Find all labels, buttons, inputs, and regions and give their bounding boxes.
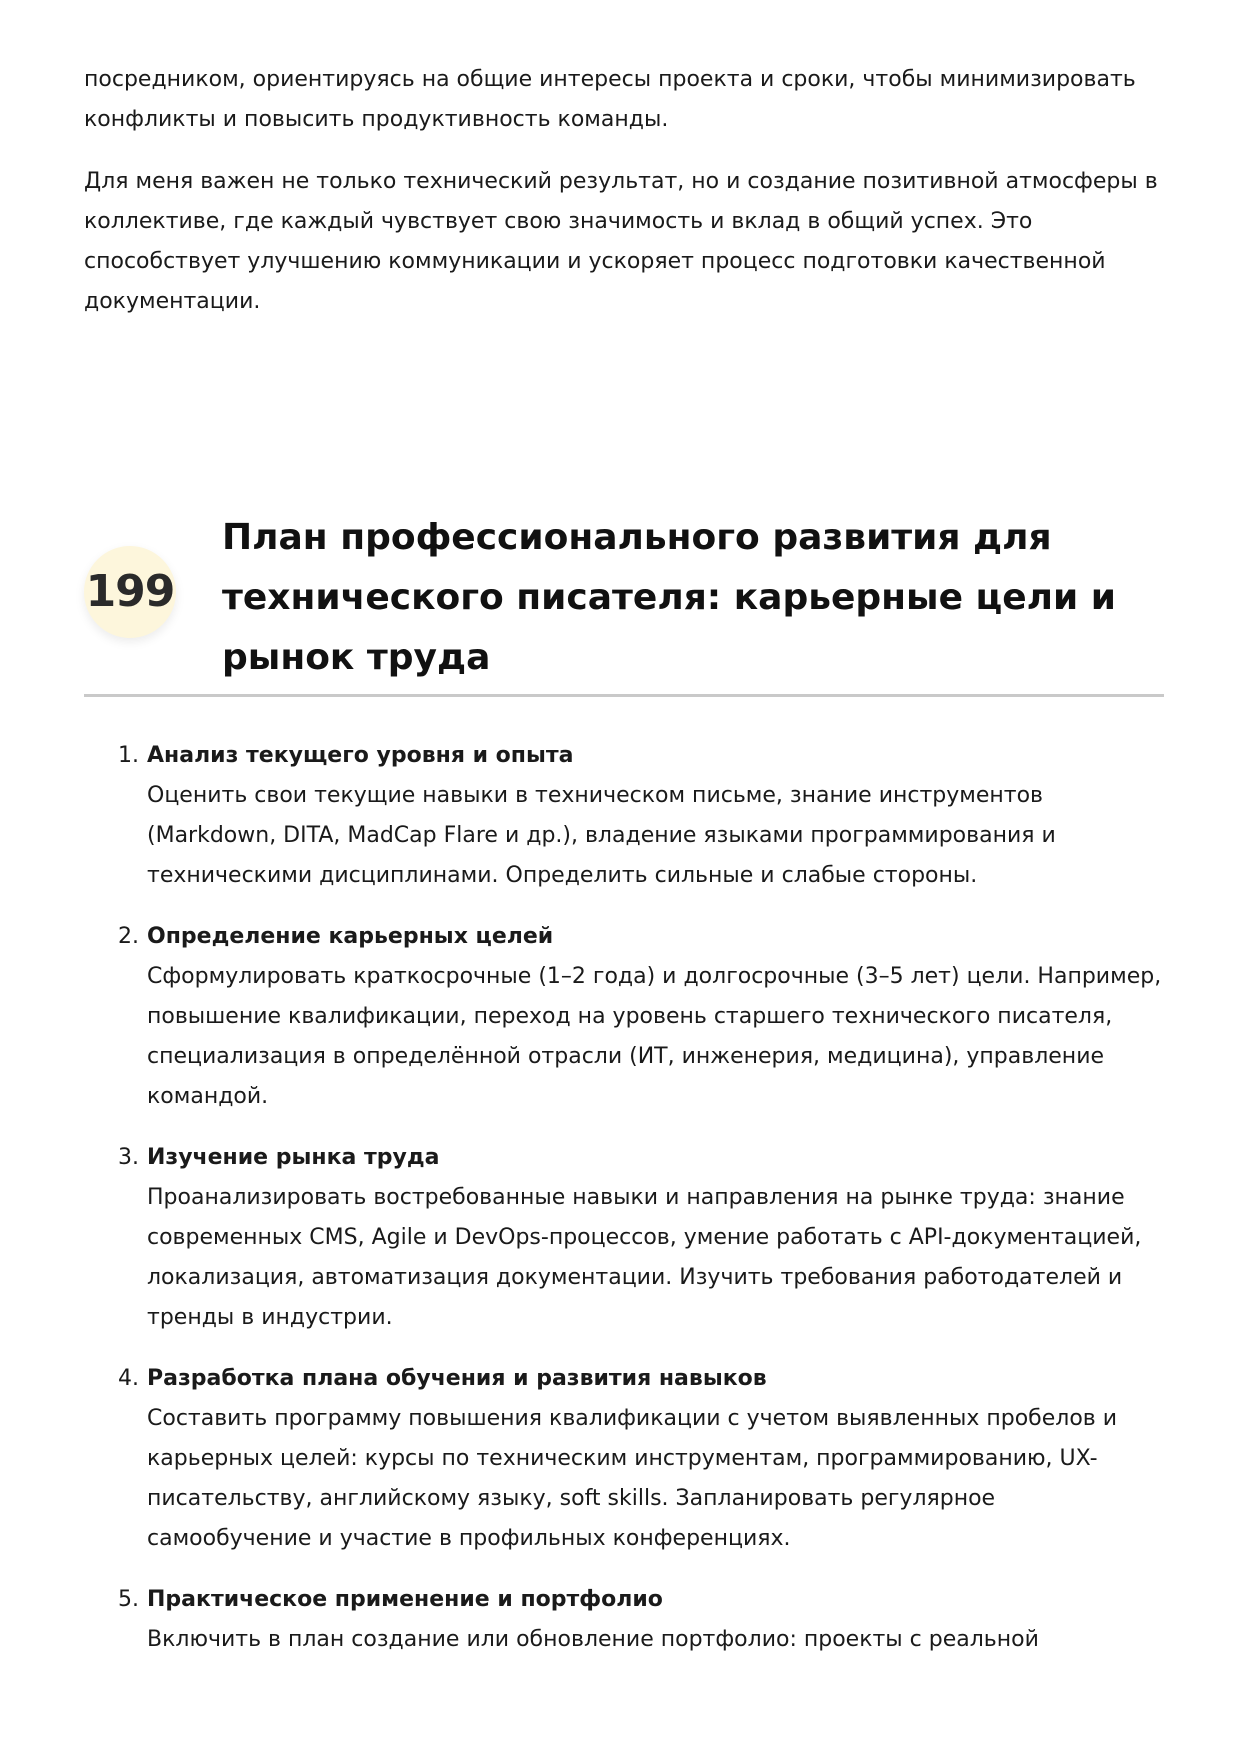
section-header bbox=[84, 502, 1164, 697]
section-number: 199 bbox=[85, 566, 175, 617]
list-item-text: Включить в план создание или обновление портфолио: проекты с реальной bbox=[147, 1627, 1039, 1652]
list-item-text: Проанализировать востребованные навыки и направления на рынке труда: знание современных CMS, Agile и DevOps-процессов, умение работать с API-документацией, локализация, автоматизация документации. Изучить требования работодателей и тренды в индустрии. bbox=[147, 1185, 1142, 1330]
section-title: План профессионального развития для технического писателя: карьерные цели и рынок труда bbox=[222, 517, 1117, 678]
list-item-title: Анализ текущего уровня и опыта bbox=[147, 743, 574, 768]
list-item-text: Оценить свои текущие навыки в техническом письме, знание инструментов (Markdown, DITA, MadCap Flare и др.), владение языками программирования и техническими дисциплинами. Определить сильные и слабые стороны. bbox=[147, 783, 1056, 888]
list-item bbox=[84, 917, 1164, 1117]
intro-paragraph: Для меня важен не только технический результат, но и создание позитивной атмосферы в коллективе, где каждый чувствует свою значимость и вклад в общий успех. Это способствует улучшению коммуникации и ускоряет процесс подготовки качественной документации. bbox=[84, 169, 1158, 314]
list-item bbox=[84, 1359, 1164, 1559]
list-item bbox=[84, 1138, 1164, 1338]
list-item-number: 5. bbox=[118, 1587, 139, 1612]
intro-text bbox=[84, 60, 1164, 344]
list-item-title: Определение карьерных целей bbox=[147, 924, 554, 949]
list-item bbox=[84, 736, 1164, 896]
list-item-title: Разработка плана обучения и развития навыков bbox=[147, 1366, 767, 1391]
list-item-title: Изучение рынка труда bbox=[147, 1145, 440, 1170]
list-item-number: 2. bbox=[118, 924, 139, 949]
section-number-badge bbox=[84, 546, 176, 638]
list-item-number: 1. bbox=[118, 743, 139, 768]
list-item-text: Сформулировать краткосрочные (1–2 года) и долгосрочные (3–5 лет) цели. Например, повышение квалификации, переход на уровень старшего технического писателя, специализация в определённой отрасли (ИТ, инженерия, медицина), управление командой. bbox=[147, 964, 1162, 1109]
list-item-title: Практическое применение и портфолио bbox=[147, 1587, 663, 1612]
list-item-number: 4. bbox=[118, 1366, 139, 1391]
list-item-text: Составить программу повышения квалификации с учетом выявленных пробелов и карьерных целей: курсы по техническим инструментам, программированию, UX-писательству, английскому языку, soft skills. Запланировать регулярное самообучение и участие в профильных конференциях. bbox=[147, 1406, 1118, 1551]
list-item bbox=[84, 1580, 1164, 1660]
plan-list bbox=[84, 736, 1164, 1681]
list-item-number: 3. bbox=[118, 1145, 139, 1170]
intro-paragraph: посредником, ориентируясь на общие интересы проекта и сроки, чтобы минимизировать конфликты и повысить продуктивность команды. bbox=[84, 67, 1136, 132]
